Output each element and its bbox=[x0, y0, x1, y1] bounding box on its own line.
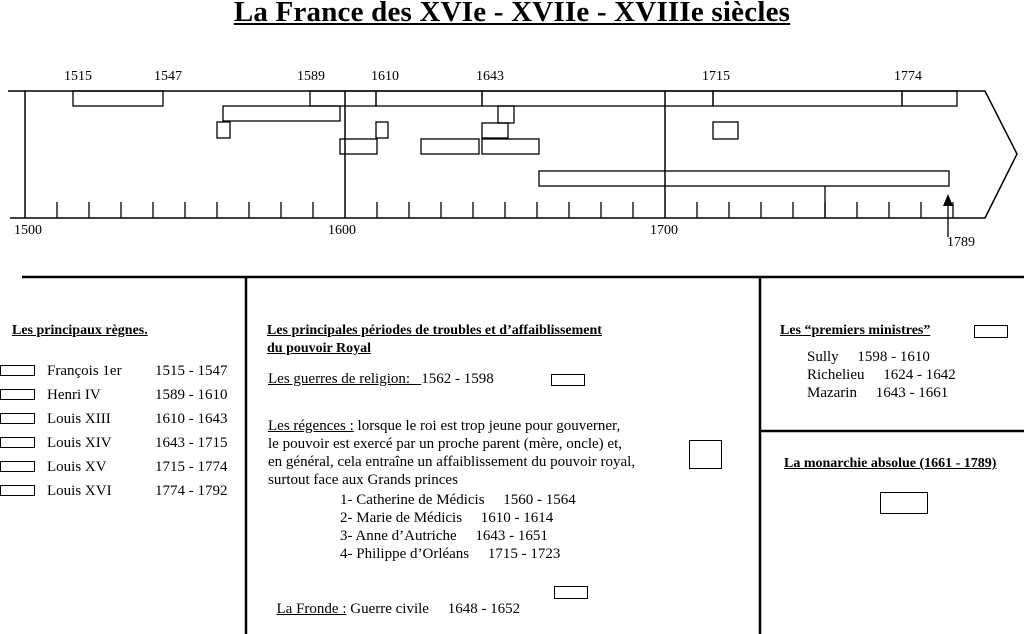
regences-intro: lorsque le roi est trop jeune pour gouverner, bbox=[353, 418, 621, 434]
reign-legend-box bbox=[0, 485, 35, 496]
reign-legend-box bbox=[0, 365, 35, 376]
reign-legend-box bbox=[0, 437, 35, 448]
year-label-1789: 1789 bbox=[947, 235, 975, 250]
monarchy-legend-box bbox=[880, 492, 928, 514]
regent-item: 4- Philippe d’Orléans 1715 - 1723 bbox=[340, 546, 561, 562]
reign-bar-louis16 bbox=[902, 91, 957, 106]
year-label-1500: 1500 bbox=[14, 223, 42, 238]
reign-row bbox=[0, 363, 245, 381]
reign-legend-box bbox=[0, 461, 35, 472]
reign-dates: 1515 - 1547 bbox=[155, 363, 228, 379]
reign-bar-louis13 bbox=[376, 91, 482, 106]
minister-richelieu-bar bbox=[421, 139, 479, 154]
regences-line4: surtout face aux Grands princes bbox=[268, 472, 458, 488]
reign-bar-henri bbox=[310, 91, 376, 106]
regent-item: 3- Anne d’Autriche 1643 - 1651 bbox=[340, 528, 548, 544]
reign-name: François 1er bbox=[47, 363, 122, 379]
regency-catherine-bar bbox=[217, 122, 230, 138]
fronde-legend-box bbox=[554, 586, 588, 599]
fronde-line bbox=[269, 584, 520, 618]
reign-dates: 1610 - 1643 bbox=[155, 411, 228, 427]
ministers-legend-box bbox=[974, 325, 1008, 338]
reign-legend-box bbox=[0, 389, 35, 400]
reign-bar-francois bbox=[73, 91, 163, 106]
reign-row bbox=[0, 387, 245, 405]
regences-line3: en général, cela entraîne un affaiblissement du pouvoir royal, bbox=[268, 454, 636, 470]
reign-name: Louis XIII bbox=[47, 411, 111, 427]
fronde-bar bbox=[498, 106, 514, 123]
reigns-heading: Les principaux règnes. bbox=[12, 323, 148, 338]
timeline-diagram bbox=[0, 0, 1024, 260]
regency-philippe-bar bbox=[713, 122, 738, 139]
absolute-monarchy-bar bbox=[539, 171, 949, 186]
reign-name: Louis XIV bbox=[47, 435, 112, 451]
ministers-heading: Les “premiers ministres” bbox=[780, 323, 931, 338]
year-label-1715: 1715 bbox=[702, 69, 730, 84]
year-label-1589: 1589 bbox=[297, 69, 325, 84]
fronde-text: Guerre civile 1648 - 1652 bbox=[346, 601, 521, 617]
year-label-1643: 1643 bbox=[476, 69, 504, 84]
religion-wars-gap bbox=[410, 371, 421, 387]
reign-dates: 1715 - 1774 bbox=[155, 459, 228, 475]
reign-row bbox=[0, 435, 245, 453]
regences-legend-box bbox=[689, 440, 722, 469]
religion-wars-line bbox=[268, 371, 494, 388]
religion-wars-dates: 1562 - 1598 bbox=[421, 371, 494, 387]
reign-row bbox=[0, 411, 245, 429]
year-label-1700: 1700 bbox=[650, 223, 678, 238]
regency-marie-bar bbox=[376, 122, 388, 138]
reign-name: Louis XV bbox=[47, 459, 107, 475]
troubles-heading-line2: du pouvoir Royal bbox=[267, 341, 371, 356]
regent-item: 2- Marie de Médicis 1610 - 1614 bbox=[340, 510, 554, 526]
year-label-1610: 1610 bbox=[371, 69, 399, 84]
minister-mazarin-bar bbox=[482, 139, 539, 154]
arrow-1789-head bbox=[943, 194, 953, 206]
reign-dates: 1774 - 1792 bbox=[155, 483, 228, 499]
religion-wars-legend-box bbox=[551, 374, 585, 386]
reign-bar-louis14 bbox=[482, 91, 713, 106]
religion-wars-label: Les guerres de religion: bbox=[268, 371, 411, 387]
reign-dates: 1589 - 1610 bbox=[155, 387, 228, 403]
reign-row bbox=[0, 459, 245, 477]
reign-dates: 1643 - 1715 bbox=[155, 435, 228, 451]
troubles-heading-line1: Les principales périodes de troubles et d’affaiblissement bbox=[267, 323, 602, 338]
decade-ticks bbox=[57, 186, 953, 218]
reign-bar-louis15 bbox=[713, 91, 902, 106]
reign-legend-box bbox=[0, 413, 35, 424]
minister-item: Mazarin 1643 - 1661 bbox=[807, 385, 949, 401]
reign-name: Henri IV bbox=[47, 387, 101, 403]
minister-item: Richelieu 1624 - 1642 bbox=[807, 367, 956, 383]
fronde-label: La Fronde : bbox=[276, 601, 347, 617]
regency-anne-bar bbox=[482, 123, 508, 138]
year-label-1515: 1515 bbox=[64, 69, 92, 84]
regences-line2: le pouvoir est exercé par un proche parent (mère, oncle) et, bbox=[268, 436, 622, 452]
year-label-1774: 1774 bbox=[894, 69, 922, 84]
minister-item: Sully 1598 - 1610 bbox=[807, 349, 930, 365]
reign-name: Louis XVI bbox=[47, 483, 112, 499]
year-label-1600: 1600 bbox=[328, 223, 356, 238]
regences-line1 bbox=[268, 418, 620, 435]
page-title: La France des XVIe - XVIIe - XVIIIe siècles bbox=[233, 0, 791, 28]
religion-wars-bar bbox=[223, 106, 340, 121]
year-label-1547: 1547 bbox=[154, 69, 182, 84]
reign-row bbox=[0, 483, 245, 501]
monarchy-heading: La monarchie absolue (1661 - 1789) bbox=[784, 456, 997, 471]
regences-label: Les régences : bbox=[268, 418, 354, 434]
regent-item: 1- Catherine de Médicis 1560 - 1564 bbox=[340, 492, 576, 508]
